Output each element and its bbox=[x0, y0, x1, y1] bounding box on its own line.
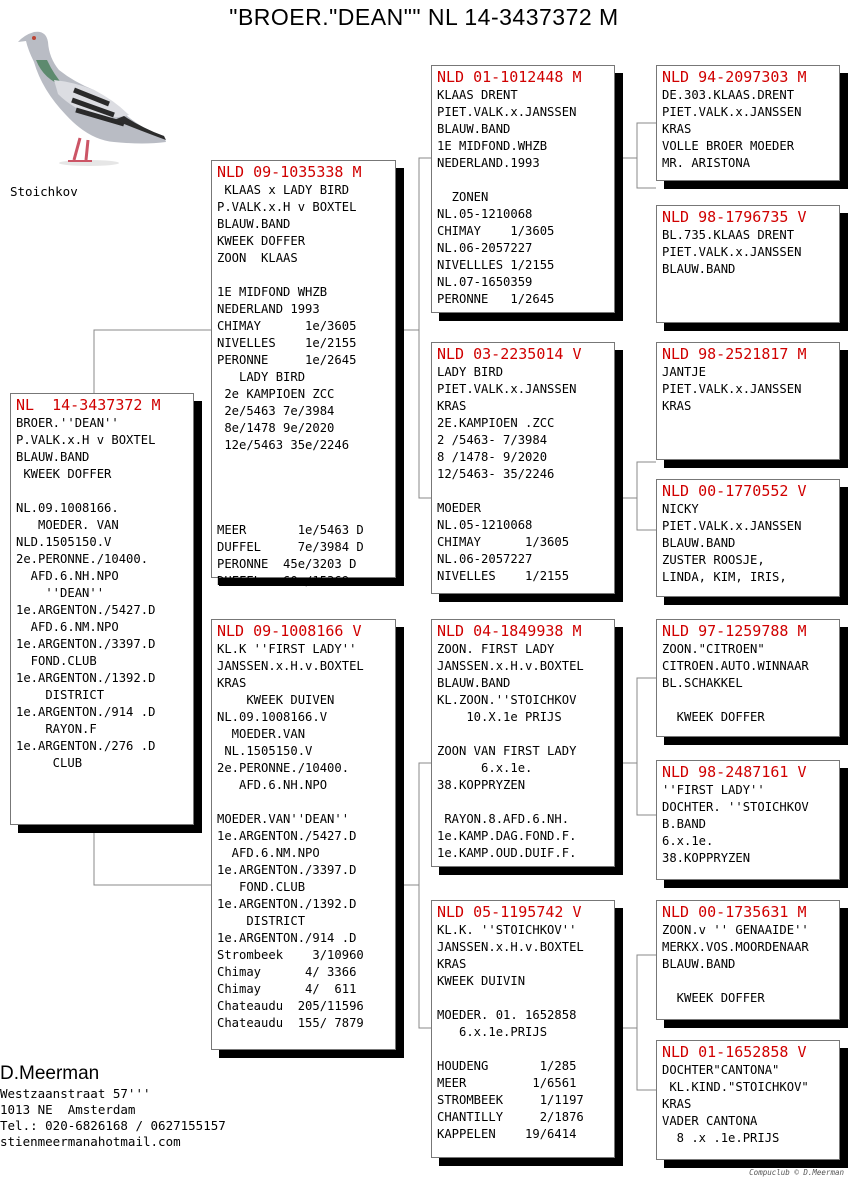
card-details: KL.K. ''STOICHKOV'' JANSSEN.x.H.v.BOXTEL KRAS KWEEK DUIVIN MOEDER. 01. 1652858 6.x.1e.PRIJS HOUDENG 1/285 MEER 1/6561 STROMBEEK 1/1197 CHANTILLY 2/1876 KAPPELEN 19/6414 bbox=[437, 923, 584, 1141]
pigeon-photo-caption: Stoichkov bbox=[10, 184, 78, 199]
ring-number: NLD 01-1652858 V bbox=[662, 1043, 807, 1061]
ring-number: NLD 03-2235014 V bbox=[437, 345, 582, 363]
card-details: DE.303.KLAAS.DRENT PIET.VALK.x.JANSSEN KRAS VOLLE BROER MOEDER MR. ARISTONA bbox=[662, 88, 802, 170]
card-details: ''FIRST LADY'' DOCHTER. ''STOICHKOV B.BAND 6.x.1e. 38.KOPPRYZEN bbox=[662, 783, 809, 865]
ring-number: NLD 98-1796735 V bbox=[662, 208, 807, 226]
great-grandparent-card-7 bbox=[656, 900, 840, 1020]
pedigree-title: "BROER."DEAN"" NL 14-3437372 M bbox=[229, 4, 619, 30]
card-details: ZOON."CITROEN" CITROEN.AUTO.WINNAAR BL.SCHAKKEL KWEEK DOFFER bbox=[662, 642, 809, 724]
paternal-grandmother-card bbox=[431, 342, 615, 594]
card-details: BL.735.KLAAS DRENT PIET.VALK.x.JANSSEN BLAUW.BAND bbox=[662, 228, 802, 276]
card-details: JANTJE PIET.VALK.x.JANSSEN KRAS bbox=[662, 365, 802, 413]
ring-number: NLD 01-1012448 M bbox=[437, 68, 582, 86]
ring-number: NLD 04-1849938 M bbox=[437, 622, 582, 640]
great-grandparent-card-5 bbox=[656, 619, 840, 737]
card-details: NICKY PIET.VALK.x.JANSSEN BLAUW.BAND ZUSTER ROOSJE, LINDA, KIM, IRIS, bbox=[662, 502, 802, 584]
father-card bbox=[211, 160, 396, 588]
ring-number: NLD 97-1259788 M bbox=[662, 622, 807, 640]
ring-number: NLD 09-1008166 V bbox=[217, 622, 362, 640]
card-details: BROER.''DEAN'' P.VALK.x.H v BOXTEL BLAUW.BAND KWEEK DOFFER NL.09.1008166. MOEDER. VAN NLD.1505150.V 2e.PERONNE./10400. AFD.6.NH.NPO ''DEAN'' 1e.ARGENTON./5427.D AFD.6.NM.NPO 1e.ARGENTON./3397.D FOND.CLUB 1e.ARGENTON./1392.D DISTRICT 1e.ARGENTON./914 .D RAYON.F 1e.ARGENTON./276 .D CLUB bbox=[16, 416, 156, 770]
owner-phone: Tel.: 020-6826168 / 0627155157 bbox=[0, 1118, 226, 1133]
card-details: ZOON.v '' GENAAIDE'' MERKX.VOS.MOORDENAAR BLAUW.BAND KWEEK DOFFER bbox=[662, 923, 809, 1005]
ring-number: NLD 98-2521817 M bbox=[662, 345, 807, 363]
great-grandparent-card-1 bbox=[656, 65, 840, 181]
great-grandparent-card-4 bbox=[656, 479, 840, 597]
footer-credit: Compuclub © D.Meerman bbox=[749, 1168, 844, 1177]
subject-pigeon-card bbox=[10, 393, 194, 825]
ring-number: NL 14-3437372 M bbox=[16, 396, 161, 414]
owner-email: stienmeermanahotmail.com bbox=[0, 1134, 181, 1149]
maternal-grandfather-card bbox=[431, 619, 615, 867]
owner-city: 1013 NE Amsterdam bbox=[0, 1102, 136, 1117]
ring-number: NLD 00-1770552 V bbox=[662, 482, 807, 500]
great-grandparent-card-2 bbox=[656, 205, 840, 323]
great-grandparent-card-3 bbox=[656, 342, 840, 460]
card-details: ZOON. FIRST LADY JANSSEN.x.H.v.BOXTEL BLAUW.BAND KL.ZOON.''STOICHKOV 10.X.1e PRIJS ZOON VAN FIRST LADY 6.x.1e. 38.KOPPRYZEN RAYON.8.AFD.6.NH. 1e.KAMP.DAG.FOND.F. 1e.KAMP.OUD.DUIF.F. bbox=[437, 642, 584, 860]
ring-number: NLD 98-2487161 V bbox=[662, 763, 807, 781]
card-details: KLAAS x LADY BIRD P.VALK.x.H v BOXTEL BLAUW.BAND KWEEK DOFFER ZOON KLAAS 1E MIDFOND WHZB NEDERLAND 1993 CHIMAY 1e/3605 NIVELLES 1e/2155 PERONNE 1e/2645 LADY BIRD 2e KAMPIOEN ZCC 2e/5463 7e/3984 8e/1478 9e/2020 12e/5463 35e/2246 MEER 1e/5463 D DUFFEL 7e/3984 D PERONNE 45e/3203 D DUFFEL 60e/15369 bbox=[217, 183, 364, 588]
maternal-grandmother-card bbox=[431, 900, 615, 1158]
great-grandparent-card-8 bbox=[656, 1040, 840, 1160]
card-details: KLAAS DRENT PIET.VALK.x.JANSSEN BLAUW.BAND 1E MIDFOND.WHZB NEDERLAND.1993 ZONEN NL.05-1210068 CHIMAY 1/3605 NL.06-2057227 NIVELLLES 1/2155 NL.07-1650359 PERONNE 1/2645 bbox=[437, 88, 577, 306]
owner-name: D.Meerman bbox=[0, 1063, 100, 1084]
card-details: LADY BIRD PIET.VALK.x.JANSSEN KRAS 2E.KAMPIOEN .ZCC 2 /5463- 7/3984 8 /1478- 9/2020 12/5463- 35/2246 MOEDER NL.05-1210068 CHIMAY 1/3605 NL.06-2057227 NIVELLES 1/2155 bbox=[437, 365, 577, 583]
ring-number: NLD 00-1735631 M bbox=[662, 903, 807, 921]
ring-number: NLD 05-1195742 V bbox=[437, 903, 582, 921]
ring-number: NLD 94-2097303 M bbox=[662, 68, 807, 86]
owner-street: Westzaanstraat 57''' bbox=[0, 1086, 151, 1101]
mother-card bbox=[211, 619, 396, 1050]
great-grandparent-card-6 bbox=[656, 760, 840, 880]
ring-number: NLD 09-1035338 M bbox=[217, 163, 362, 181]
paternal-grandfather-card bbox=[431, 65, 615, 313]
card-details: KL.K ''FIRST LADY'' JANSSEN.x.H.v.BOXTEL KRAS KWEEK DUIVEN NL.09.1008166.V MOEDER.VAN NL.1505150.V 2e.PERONNE./10400. AFD.6.NH.NPO MOEDER.VAN''DEAN'' 1e.ARGENTON./5427.D AFD.6.NM.NPO 1e.ARGENTON./3397.D FOND.CLUB 1e.ARGENTON./1392.D DISTRICT 1e.ARGENTON./914 .D Strombeek 3/10960 Chimay 4/ 3366 Chimay 4/ 611 Chateaudu 205/11596 Chateaudu 155/ 7879 bbox=[217, 642, 364, 1030]
card-details: DOCHTER"CANTONA" KL.KIND."STOICHKOV" KRAS VADER CANTONA 8 .x .1e.PRIJS bbox=[662, 1063, 809, 1145]
